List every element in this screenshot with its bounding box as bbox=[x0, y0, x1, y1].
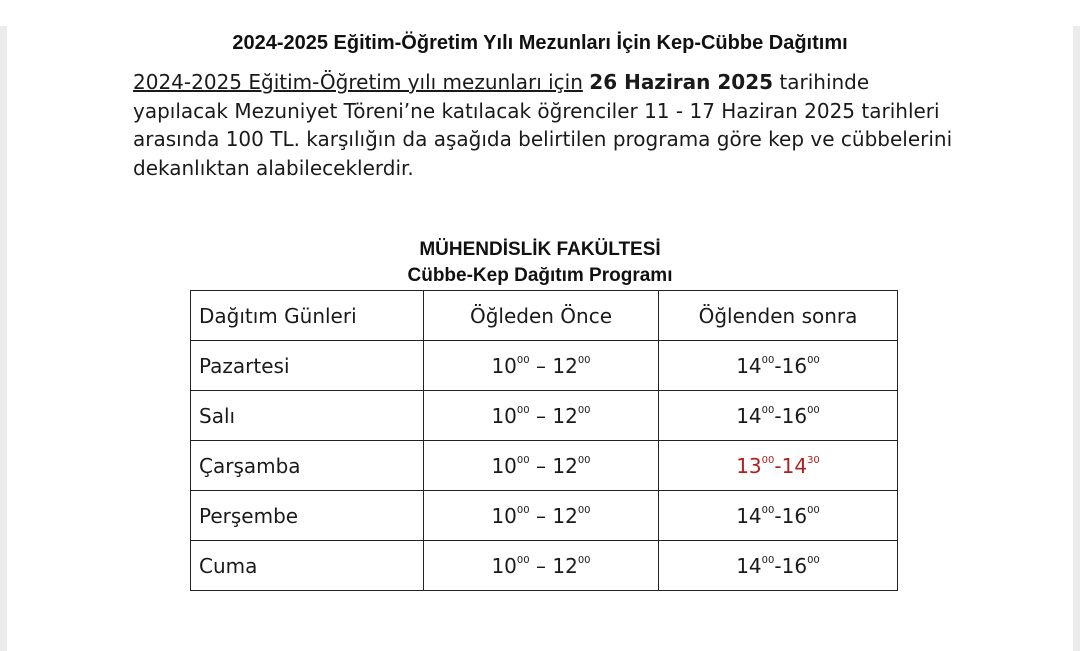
start-hour: 10 bbox=[491, 453, 517, 478]
paragraph-rest-text: tarihinde yapılacak Mezuniyet Töreni’ne katılacak öğrenciler 11 - 17 Haziran 2025 tarihleri arasında 100 TL. karşılığın da aşağıda belirtilen programa göre kep ve cübbelerini dekanlıktan alabileceklerdir. bbox=[133, 70, 953, 180]
end-minute: 00 bbox=[577, 354, 591, 366]
header-afternoon: Öğlenden sonra bbox=[659, 291, 898, 341]
table-row bbox=[191, 541, 898, 591]
end-minute: 00 bbox=[807, 504, 820, 516]
table-header-row bbox=[191, 291, 898, 341]
day-cell: Perşembe bbox=[191, 491, 424, 541]
start-minute: 00 bbox=[761, 454, 775, 466]
ceremony-date: 26 Haziran 2025 bbox=[589, 70, 774, 94]
start-minute: 00 bbox=[516, 554, 530, 566]
morning-time-cell bbox=[424, 391, 659, 441]
table-row bbox=[191, 491, 898, 541]
start-hour: 10 bbox=[491, 553, 517, 578]
table-row bbox=[191, 341, 898, 391]
start-minute: 00 bbox=[761, 354, 775, 366]
afternoon-time-cell bbox=[659, 441, 898, 491]
start-minute: 00 bbox=[516, 354, 530, 366]
end-minute: 00 bbox=[807, 354, 820, 366]
end-minute: 00 bbox=[577, 504, 591, 516]
afternoon-time-cell bbox=[659, 491, 898, 541]
end-hour: 12 bbox=[552, 353, 578, 378]
morning-time-cell bbox=[424, 441, 659, 491]
start-hour: 10 bbox=[491, 403, 517, 428]
announcement-paragraph bbox=[133, 68, 963, 182]
start-minute: 00 bbox=[761, 554, 775, 566]
start-hour: 14 bbox=[736, 403, 762, 428]
start-hour: 13 bbox=[736, 453, 762, 478]
paragraph-underlined-text: 2024-2025 Eğitim-Öğretim yılı mezunları için bbox=[133, 70, 583, 94]
end-hour: 12 bbox=[552, 453, 578, 478]
end-minute: 00 bbox=[577, 454, 591, 466]
time-separator: - bbox=[774, 353, 782, 378]
program-heading: Cübbe-Kep Dağıtım Programı bbox=[407, 265, 673, 286]
end-minute: 00 bbox=[807, 554, 820, 566]
time-separator: - bbox=[774, 403, 782, 428]
end-hour: 14 bbox=[781, 453, 808, 478]
schedule-table bbox=[190, 290, 898, 591]
start-minute: 00 bbox=[761, 404, 775, 416]
top-strip bbox=[0, 0, 1080, 26]
day-cell: Pazartesi bbox=[191, 341, 424, 391]
day-cell: Çarşamba bbox=[191, 441, 424, 491]
day-cell: Salı bbox=[191, 391, 424, 441]
end-minute: 00 bbox=[807, 404, 820, 416]
end-minute: 00 bbox=[577, 554, 591, 566]
start-hour: 14 bbox=[736, 553, 762, 578]
end-hour: 16 bbox=[781, 403, 808, 428]
header-day: Dağıtım Günleri bbox=[191, 291, 424, 341]
start-minute: 00 bbox=[516, 404, 530, 416]
end-minute: 30 bbox=[807, 454, 820, 466]
start-hour: 10 bbox=[491, 353, 517, 378]
end-minute: 00 bbox=[577, 404, 591, 416]
time-separator: – bbox=[529, 353, 553, 378]
afternoon-time-cell bbox=[659, 391, 898, 441]
start-minute: 00 bbox=[516, 454, 530, 466]
end-hour: 16 bbox=[781, 503, 808, 528]
table-row bbox=[191, 441, 898, 491]
faculty-heading: MÜHENDİSLİK FAKÜLTESİ bbox=[419, 239, 661, 260]
document-title: 2024-2025 Eğitim-Öğretim Yılı Mezunları İçin Kep-Cübbe Dağıtımı bbox=[232, 32, 848, 54]
start-hour: 14 bbox=[736, 353, 762, 378]
header-morning: Öğleden Önce bbox=[424, 291, 659, 341]
time-separator: – bbox=[529, 453, 553, 478]
time-separator: – bbox=[529, 403, 553, 428]
time-separator: – bbox=[529, 553, 553, 578]
end-hour: 16 bbox=[781, 553, 808, 578]
end-hour: 12 bbox=[552, 403, 578, 428]
time-separator: - bbox=[774, 503, 782, 528]
end-hour: 12 bbox=[552, 553, 578, 578]
time-separator: – bbox=[529, 503, 553, 528]
afternoon-time-cell bbox=[659, 341, 898, 391]
start-minute: 00 bbox=[761, 504, 775, 516]
start-minute: 00 bbox=[516, 504, 530, 516]
end-hour: 16 bbox=[781, 353, 808, 378]
start-hour: 14 bbox=[736, 503, 762, 528]
afternoon-time-cell bbox=[659, 541, 898, 591]
morning-time-cell bbox=[424, 491, 659, 541]
table-row bbox=[191, 391, 898, 441]
end-hour: 12 bbox=[552, 503, 578, 528]
start-hour: 10 bbox=[491, 503, 517, 528]
morning-time-cell bbox=[424, 541, 659, 591]
time-separator: - bbox=[774, 453, 782, 478]
time-separator: - bbox=[774, 553, 782, 578]
day-cell: Cuma bbox=[191, 541, 424, 591]
morning-time-cell bbox=[424, 341, 659, 391]
